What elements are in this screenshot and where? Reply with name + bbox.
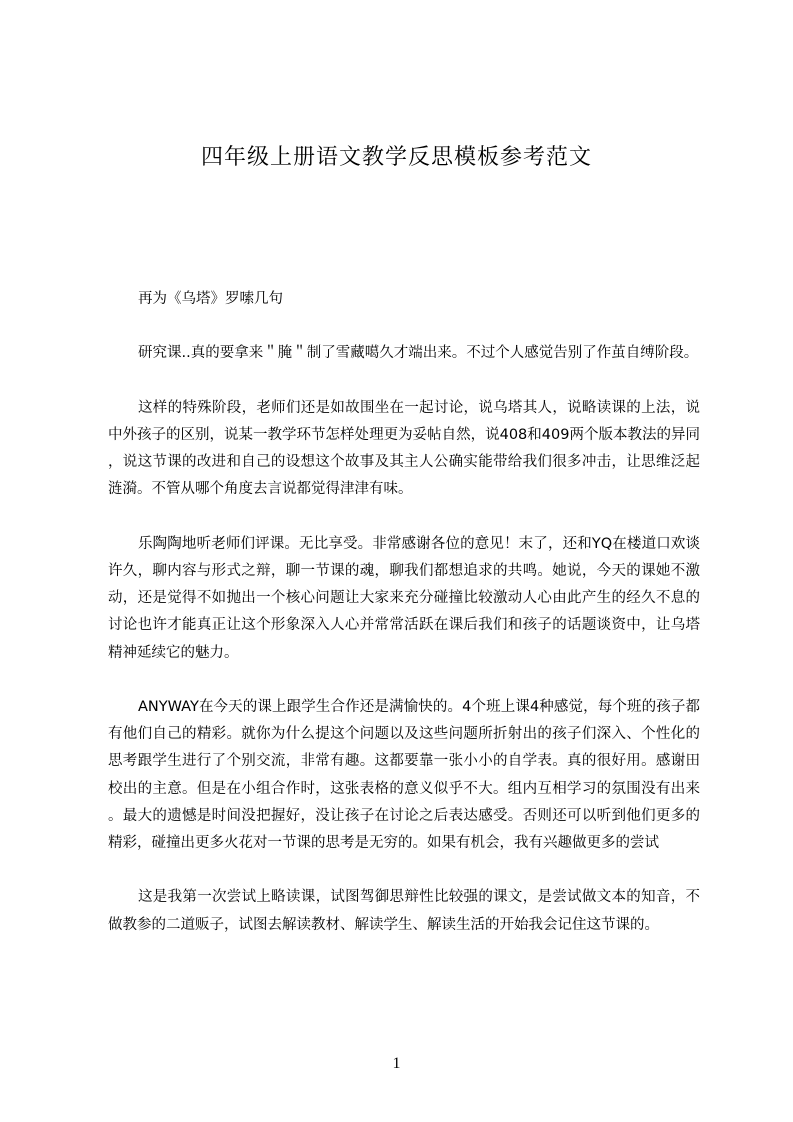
page-number: 1 [392, 1055, 401, 1072]
document-body [108, 286, 700, 966]
document-title: 四年级上册语文教学反思模板参考范文 [200, 145, 592, 170]
paragraph: 研究课..真的要拿来＂腌＂制了雪藏噶久才端出来。不过个人感觉告别了作茧自缚阶段。 [138, 345, 699, 362]
paragraph: 这是我第一次尝试上略读课，试图驾御思辩性比较强的课文，是尝试做文本的知音，不做教参的二道贩子，试图去解读教材、解读学生、解读生活的开始我会记住这节课的。 [108, 889, 700, 933]
paragraph: 乐陶陶地听老师们评课。无比享受。非常感谢各位的意见！末了，还和YQ在楼道口欢谈许久，聊内容与形式之辩，聊一节课的魂，聊我们都想追求的共鸣。她说，今天的课她不激动，还是觉得不如抛出一个核心问题让大家来充分碰撞比较激动人心由此产生的经久不息的讨论也许才能真正让这个形象深入人心并常常活跃在课后我们和孩子的话题谈资中，让乌塔精神延续它的魅力。 [108, 535, 700, 661]
paragraph: ANYWAY在今天的课上跟学生合作还是满愉快的。4个班上课4种感觉，每个班的孩子都有他们自己的精彩。就你为什么提这个问题以及这些问题所折射出的孩子们深入、个性化的思考跟学生进行了个别交流，非常有趣。这都要靠一张小小的自学表。真的很好用。感谢田校出的主意。但是在小组合作时，这张表格的意义似乎不大。组内互相学习的氛围没有出来。最大的遗憾是时间没把握好，没让孩子在讨论之后表达感受。否则还可以听到他们更多的精彩，碰撞出更多火花对一节课的思考是无穷的。如果有机会，我有兴趣做更多的尝试 [108, 698, 700, 851]
paragraph: 这样的特殊阶段，老师们还是如故围坐在一起讨论，说乌塔其人，说略读课的上法，说中外孩子的区别，说某一教学环节怎样处理更为妥帖自然，说408和409两个版本教法的异同，说这节课的改进和自己的设想这个故事及其主人公确实能带给我们很多冲击，让思维泛起涟漪。不管从哪个角度去言说都觉得津津有味。 [108, 399, 700, 498]
paragraph-heading: 再为《乌塔》罗嗦几句 [138, 291, 283, 307]
